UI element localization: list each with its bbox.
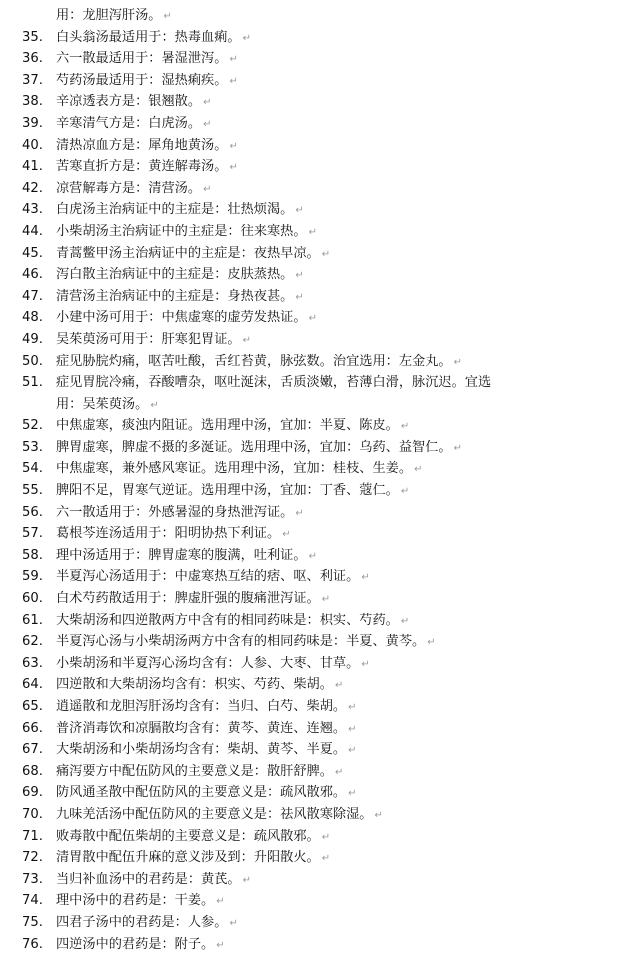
item-number: 43. <box>22 202 43 218</box>
paragraph-mark-icon: ↵ <box>321 594 331 606</box>
item-number: 54. <box>22 461 43 477</box>
paragraph-mark-icon: ↵ <box>203 183 212 195</box>
item-number: 56. <box>22 504 43 520</box>
item-text: 清热凉血方是：犀角地黄汤。 <box>56 137 228 153</box>
item-number: 74. <box>22 893 43 909</box>
list-item <box>22 782 616 804</box>
item-text: 脾阳不足，胃寒气逆证。选用理中汤，宜加：丁香、蔻仁。 <box>56 483 399 499</box>
item-number: 44. <box>22 223 43 239</box>
paragraph-mark-icon: ↵ <box>453 356 463 368</box>
item-number: 60. <box>22 591 43 607</box>
list-item <box>22 523 616 545</box>
list-item <box>22 329 616 351</box>
item-number: 50. <box>22 353 43 369</box>
item-text: 辛寒清气方是：白虎汤。 <box>56 115 202 131</box>
item-text: 白头翁汤最适用于：热毒血痢。 <box>56 29 241 45</box>
list-item <box>22 221 616 243</box>
paragraph-mark-icon: ↵ <box>400 421 410 433</box>
paragraph-mark-icon: ↵ <box>229 162 238 174</box>
list-item <box>22 761 616 783</box>
paragraph-mark-icon: ↵ <box>308 226 317 238</box>
list-item <box>22 890 616 912</box>
item-number: 45. <box>22 245 43 261</box>
list-item <box>22 480 616 502</box>
item-number: 48. <box>22 310 43 326</box>
paragraph-mark-icon: ↵ <box>282 529 291 541</box>
list-item <box>22 912 616 934</box>
item-text: 理中汤中的君药是：干姜。 <box>56 893 215 909</box>
item-number: 49. <box>22 331 43 347</box>
item-text: 症见胁脘灼痛，呕苦吐酸，舌红苔黄，脉弦数。治宜选用：左金丸。 <box>56 353 452 369</box>
item-text: 逍遥散和龙胆泻肝汤均含有：当归、白芍、柴胡。 <box>56 699 347 714</box>
item-number: 71. <box>22 828 43 844</box>
item-text: 凉营解毒方是：清营汤。 <box>56 180 202 196</box>
item-text: 中焦虚寒，痰浊内阻证。选用理中汤，宜加：半夏、陈皮。 <box>56 418 399 434</box>
paragraph-mark-icon: ↵ <box>321 831 331 843</box>
item-text: 大柴胡汤和小柴胡汤均含有：柴胡、黄芩、半夏。 <box>56 742 347 758</box>
paragraph-mark-icon: ↵ <box>400 615 410 627</box>
list-item <box>22 934 616 955</box>
item-text: 普济消毒饮和凉膈散均含有：黄芩、黄连、连翘。 <box>56 720 347 736</box>
item-text: 中焦虚寒，兼外感风寒证。选用理中汤，宜加：桂枝、生姜。 <box>56 461 413 477</box>
item-text: 辛凉透表方是：银翘散。 <box>56 94 202 110</box>
list-item <box>22 351 616 373</box>
item-text: 症见胃脘冷痛，吞酸嘈杂，呕吐涎沫，舌质淡嫩，苔薄白滑，脉沉迟。宜选 <box>56 375 492 391</box>
list-item <box>22 804 616 826</box>
item-text: 半夏泻心汤与小柴胡汤两方中含有的相同药味是：半夏、黄芩。 <box>56 634 426 650</box>
item-text: 大柴胡汤和四逆散两方中含有的相同药味是：枳实、芍药。 <box>56 612 399 628</box>
list-item <box>22 48 616 70</box>
paragraph-mark-icon: ↵ <box>427 637 436 649</box>
list-item <box>22 286 616 308</box>
paragraph-mark-icon: ↵ <box>348 723 357 735</box>
item-text: 清营汤主治病证中的主症是：身热夜甚。 <box>56 288 294 304</box>
item-number: 55. <box>22 483 43 499</box>
list-item <box>22 5 616 27</box>
paragraph-mark-icon: ↵ <box>163 11 172 22</box>
list-item <box>22 739 616 761</box>
paragraph-mark-icon: ↵ <box>295 270 304 282</box>
paragraph-mark-icon: ↵ <box>308 550 317 562</box>
item-text: 白术芍药散适用于：脾虚肝强的腹痛泄泻证。 <box>56 591 320 607</box>
paragraph-mark-icon: ↵ <box>229 54 238 66</box>
item-number: 40. <box>22 137 43 153</box>
paragraph-mark-icon: ↵ <box>295 291 304 303</box>
list-item <box>22 718 616 740</box>
list-item <box>22 847 616 869</box>
list-item <box>22 70 616 92</box>
item-number: 46. <box>22 267 43 283</box>
item-text: 半夏泻心汤适用于：中虚寒热互结的痞、呕、利证。 <box>56 569 360 585</box>
item-number: 76. <box>22 936 43 952</box>
item-text: 理中汤适用于：脾胃虚寒的腹满，吐利证。 <box>56 547 307 563</box>
list-item <box>22 27 616 49</box>
item-number: 64. <box>22 677 43 693</box>
list-item <box>22 826 616 848</box>
list-item <box>22 135 616 157</box>
item-text: 葛根芩连汤适用于：阳明协热下利证。 <box>56 526 281 542</box>
paragraph-mark-icon: ↵ <box>348 788 357 800</box>
item-text: 防风通圣散中配伍防风的主要意义是：疏风散邪。 <box>56 785 347 801</box>
item-number: 42. <box>22 180 43 196</box>
item-text: 清胃散中配伍升麻的意义涉及到：升阳散火。 <box>56 850 320 866</box>
item-number: 36. <box>22 51 43 67</box>
item-text: 白虎汤主治病证中的主症是：壮热烦渴。 <box>56 202 294 218</box>
item-text: 六一散适用于：外感暑湿的身热泄泻证。 <box>56 504 294 520</box>
item-number: 58. <box>22 547 43 563</box>
list-item <box>22 610 616 632</box>
item-text: 脾胃虚寒，脾虚不摄的多涎证。选用理中汤，宜加：乌药、益智仁。 <box>56 439 452 455</box>
item-number: 41. <box>22 159 43 175</box>
item-text: 九味羌活汤中配伍防风的主要意义是：祛风散寒除湿。 <box>56 806 373 822</box>
paragraph-mark-icon: ↵ <box>150 399 159 411</box>
paragraph-mark-icon: ↵ <box>203 118 212 130</box>
item-number: 51. <box>22 375 43 391</box>
item-number: 39. <box>22 115 43 131</box>
paragraph-mark-icon: ↵ <box>229 140 238 152</box>
item-text: 用：龙胆泻肝汤。 <box>56 8 162 23</box>
paragraph-mark-icon: ↵ <box>295 507 304 519</box>
item-number: 73. <box>22 871 43 887</box>
item-number: 68. <box>22 763 43 779</box>
item-text: 苦寒直折方是：黄连解毒汤。 <box>56 159 228 175</box>
paragraph-mark-icon: ↵ <box>229 75 238 87</box>
item-text: 小柴胡汤主治病证中的主症是：往来寒热。 <box>56 223 307 239</box>
paragraph-mark-icon: ↵ <box>242 32 252 44</box>
item-number: 61. <box>22 612 43 628</box>
paragraph-mark-icon: ↵ <box>414 464 423 476</box>
list-item <box>22 178 616 200</box>
paragraph-mark-icon: ↵ <box>216 939 225 951</box>
list-item <box>22 243 616 265</box>
item-number: 65. <box>22 699 43 714</box>
item-number: 75. <box>22 914 43 930</box>
paragraph-mark-icon: ↵ <box>334 680 344 692</box>
paragraph-mark-icon: ↵ <box>400 486 410 498</box>
item-number: 38. <box>22 94 43 110</box>
item-text: 用：吴茱萸汤。 <box>56 396 149 412</box>
item-number: 72. <box>22 850 43 866</box>
item-number: 59. <box>22 569 43 585</box>
item-text: 四逆汤中的君药是：附子。 <box>56 936 215 952</box>
paragraph-mark-icon: ↵ <box>216 896 225 908</box>
list-item <box>22 415 616 437</box>
item-number: 47. <box>22 288 43 304</box>
item-text: 败毒散中配伍柴胡的主要意义是：疏风散邪。 <box>56 828 320 844</box>
item-text: 芍药汤最适用于：湿热痢疾。 <box>56 72 228 88</box>
paragraph-mark-icon: ↵ <box>295 205 304 217</box>
item-number: 63. <box>22 655 43 671</box>
item-number: 53. <box>22 439 43 455</box>
paragraph-mark-icon: ↵ <box>348 702 357 713</box>
item-number: 67. <box>22 742 43 758</box>
item-number: 66. <box>22 720 43 736</box>
item-number: 35. <box>22 29 43 45</box>
list-item <box>22 502 616 524</box>
list-item <box>22 869 616 891</box>
paragraph-mark-icon: ↵ <box>348 745 357 757</box>
paragraph-mark-icon: ↵ <box>361 658 370 670</box>
list-item <box>22 394 616 416</box>
list-item <box>22 566 616 588</box>
item-text: 痛泻要方中配伍防风的主要意义是：散肝舒脾。 <box>56 763 333 779</box>
list-item <box>22 674 616 696</box>
list-item <box>22 631 616 653</box>
paragraph-mark-icon: ↵ <box>308 313 317 325</box>
item-number: 57. <box>22 526 43 542</box>
paragraph-mark-icon: ↵ <box>361 572 370 584</box>
list-item <box>22 653 616 675</box>
paragraph-mark-icon: ↵ <box>453 442 463 454</box>
list-item <box>22 372 616 394</box>
list-item <box>22 696 616 718</box>
list-item <box>22 113 616 135</box>
paragraph-mark-icon: ↵ <box>242 334 252 346</box>
item-number: 52. <box>22 418 43 434</box>
paragraph-mark-icon: ↵ <box>374 809 383 821</box>
list-item <box>22 458 616 480</box>
item-text: 四君子汤中的君药是：人参。 <box>56 914 228 930</box>
list-item <box>22 588 616 610</box>
paragraph-mark-icon: ↵ <box>229 917 238 929</box>
list-item <box>22 91 616 113</box>
item-text: 六一散最适用于：暑湿泄泻。 <box>56 51 228 67</box>
list-item <box>22 307 616 329</box>
item-number: 70. <box>22 806 43 822</box>
paragraph-mark-icon: ↵ <box>242 874 252 886</box>
item-text: 青蒿鳖甲汤主治病证中的主症是：夜热早凉。 <box>56 245 320 261</box>
item-text: 当归补血汤中的君药是：黄芪。 <box>56 871 241 887</box>
item-text: 吴茱萸汤可用于：肝寒犯胃证。 <box>56 331 241 347</box>
list-item <box>22 437 616 459</box>
item-text: 小柴胡汤和半夏泻心汤均含有：人参、大枣、甘草。 <box>56 655 360 671</box>
item-number: 69. <box>22 785 43 801</box>
paragraph-mark-icon: ↵ <box>321 248 331 260</box>
item-text: 小建中汤可用于：中焦虚寒的虚劳发热证。 <box>56 310 307 326</box>
paragraph-mark-icon: ↵ <box>321 853 331 865</box>
paragraph-mark-icon: ↵ <box>334 766 344 778</box>
list-item <box>22 199 616 221</box>
item-number: 62. <box>22 634 43 650</box>
item-text: 四逆散和大柴胡汤均含有：枳实、芍药、柴胡。 <box>56 677 333 693</box>
list-item <box>22 545 616 567</box>
item-number: 37. <box>22 72 43 88</box>
item-text: 泻白散主治病证中的主症是：皮肤蒸热。 <box>56 267 294 283</box>
paragraph-mark-icon: ↵ <box>203 97 212 109</box>
list-item <box>22 156 616 178</box>
list-item <box>22 264 616 286</box>
